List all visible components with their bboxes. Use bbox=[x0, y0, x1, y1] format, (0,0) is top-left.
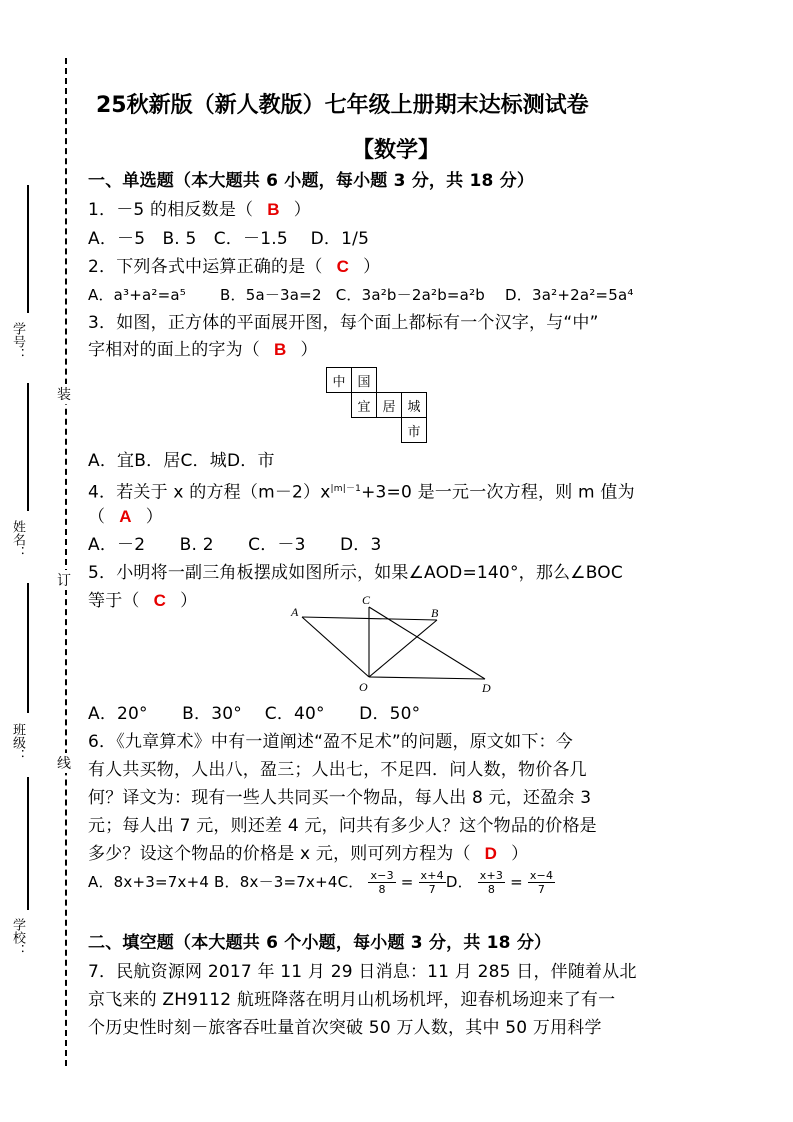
name-line bbox=[27, 383, 29, 511]
section1-heading: 一、单选题（本大题共 6 小题，每小题 3 分，共 18 分） bbox=[88, 171, 535, 191]
q5-line2: 等于（ C ） bbox=[88, 591, 198, 611]
q4-line2: （ A ） bbox=[88, 507, 163, 527]
q6-line3: 何？译文为：现有一些人共同买一个物品，每人出 8 元，还盈余 3 bbox=[88, 788, 592, 808]
net-face: 城 bbox=[402, 393, 427, 418]
page-title: 25秋新版（新人教版）七年级上册期末达标测试卷 bbox=[96, 93, 589, 118]
point-label-c: C bbox=[362, 593, 371, 607]
student-no-label: 学号： bbox=[10, 322, 25, 361]
binding-char-ding: 订 bbox=[57, 570, 71, 590]
q1-stem: 1．－5 的相反数是（ B ） bbox=[88, 200, 311, 220]
point-label-d: D bbox=[482, 681, 491, 695]
q5-line1: 5．小明将一副三角板摆成如图所示，如果∠AOD=140°，那么∠BOC bbox=[88, 563, 623, 583]
triangle-figure bbox=[285, 592, 505, 698]
net-face: 宜 bbox=[352, 393, 377, 418]
q6-answer: D bbox=[484, 844, 498, 863]
q6-last-line: 多少？设这个物品的价格是 x 元，则可列方程为（ D ） bbox=[88, 844, 529, 864]
q6-line1: 6．《九章算术》中有一道阐述“盈不足术”的问题，原文如下：今 bbox=[88, 732, 573, 752]
net-face: 居 bbox=[377, 393, 402, 418]
q2-options: A．a³+a²=a⁵ B．5a－3a=2 C．3a²b－2a²b=a²b D．3a²+2a²=5a⁴ bbox=[88, 286, 634, 304]
point-label-b: B bbox=[431, 606, 439, 620]
q2-stem: 2．下列各式中运算正确的是（ C ） bbox=[88, 257, 381, 277]
q4-answer: A bbox=[119, 507, 132, 526]
section2-heading: 二、填空题（本大题共 6 个小题，每小题 3 分，共 18 分） bbox=[88, 933, 552, 953]
q7-line1: 7．民航资源网 2017 年 11 月 29 日消息：11 月 285 日，伴随着从北 bbox=[88, 962, 637, 982]
q1-options: A．－5 B. 5 C．－1.5 D．1/5 bbox=[88, 229, 370, 249]
q5-answer: C bbox=[153, 591, 167, 610]
q7-line3: 个历史性时刻－旅客吞吐量首次突破 50 万人数，其中 50 万用科学 bbox=[88, 1018, 602, 1038]
q3-options: A．宜B．居C．城D．市 bbox=[88, 451, 275, 471]
binding-dashed-line bbox=[65, 58, 67, 1066]
q3-line2: 字相对的面上的字为（ B ） bbox=[88, 340, 318, 360]
point-label-o: O bbox=[359, 680, 368, 694]
class-label: 班级： bbox=[10, 723, 25, 762]
q6-line4: 元；每人出 7 元，则还差 4 元，问共有多少人？这个物品的价格是 bbox=[88, 816, 597, 836]
net-face: 国 bbox=[352, 368, 377, 393]
class-line bbox=[27, 583, 29, 713]
cube-net-figure bbox=[326, 367, 427, 443]
q1-answer: B bbox=[267, 200, 280, 219]
q4-options: A．－2 B. 2 C．－3 D．3 bbox=[88, 535, 382, 555]
q3-line1: 3．如图，正方体的平面展开图，每个面上都标有一个汉字，与“中” bbox=[88, 313, 599, 333]
net-face: 市 bbox=[402, 418, 427, 443]
q6-line2: 有人共买物，人出八，盈三；人出七，不足四．问人数，物价各几 bbox=[88, 760, 587, 780]
q3-answer: B bbox=[274, 340, 287, 359]
student-no-line bbox=[27, 185, 29, 313]
net-face: 中 bbox=[327, 368, 352, 393]
subject-title: 【数学】 bbox=[352, 138, 441, 163]
q4-stem: 4．若关于 x 的方程$(m-2)x^{|m|-1}+3=0$ 是一元一次方程，则 m 值为 bbox=[88, 482, 635, 503]
point-label-a: A bbox=[291, 605, 299, 619]
q5-options: A．20° B．30° C．40° D．50° bbox=[88, 704, 421, 724]
school-line bbox=[27, 777, 29, 910]
binding-char-xian: 线 bbox=[57, 753, 71, 773]
binding-char-zhuang: 装 bbox=[57, 384, 71, 404]
name-label: 姓名： bbox=[10, 520, 25, 559]
q6-options: A．8x+3=7x+4 B．8x－3=7x+4C． $\frac{x-3}{8}$ = $\frac{x+4}{7}$ D． $\frac{x+3}{8}$ = $\frac{x-4}{7}$ bbox=[88, 869, 554, 896]
q2-answer: C bbox=[336, 257, 350, 276]
q7-line2: 京飞来的 ZH9112 航班降落在明月山机场机坪，迎春机场迎来了有一 bbox=[88, 990, 616, 1010]
school-label: 学校： bbox=[10, 918, 25, 957]
